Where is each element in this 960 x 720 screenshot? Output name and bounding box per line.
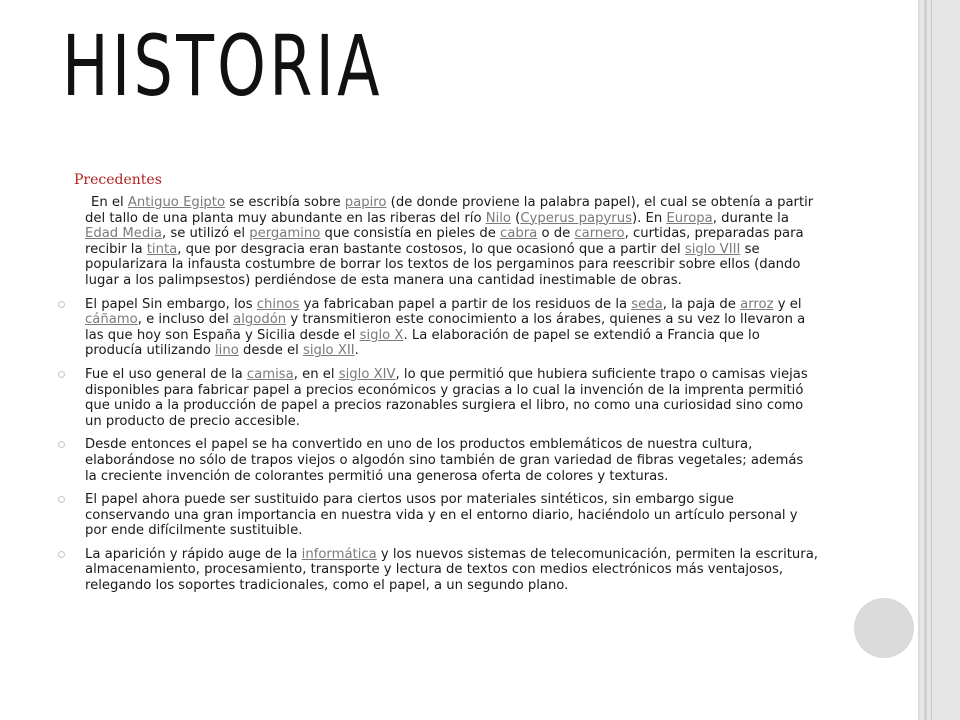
bullet-icon (58, 301, 65, 308)
inline-link[interactable]: informática (301, 546, 377, 562)
inline-link[interactable]: seda (631, 296, 663, 312)
inline-link[interactable]: lino (215, 343, 239, 359)
inline-link[interactable]: Antiguo Egipto (127, 195, 226, 210)
body-text: , en el (293, 366, 339, 382)
body-text: , que por desgracia eran bastante costosos, lo que ocasionó que a partir del (177, 241, 685, 257)
inline-link[interactable]: siglo XII (302, 343, 355, 359)
body-text: , lo que permitió que hubiera suficiente trapo o camisas viejas disponibles para fabricar papel a precios económicos y gracias a lo cual la invención de la imprenta permitió que unido a la producción de papel a precios razonables surgiera el libro, no como una curiosidad sino como un producto de precio accesible. (85, 366, 808, 429)
body-text: y el (773, 296, 802, 312)
bullet-list (54, 297, 818, 594)
side-decoration-line (924, 0, 927, 720)
body-text: . La elaboración de papel se extendió a Francia que lo producía utilizando (85, 327, 760, 359)
bullet-icon (58, 496, 65, 503)
inline-link[interactable]: algodón (233, 312, 287, 328)
inline-link[interactable]: Cyperus papyrus (520, 210, 632, 226)
bullet-icon (58, 371, 65, 378)
body-text: y transmitieron este conocimiento a los árabes, quienes a su vez lo llevaron a las que hoy son España y Sicilia desde el (85, 312, 806, 343)
body-text: desde el (238, 343, 303, 359)
body-text: y los nuevos sistemas de telecomunicación, permiten la escritura, almacenamiento, procesamiento, transporte y lectura de textos con medios electrónicos más ventajosos, relegando los soportes tradicionales, como el papel, a un segundo plano. (85, 546, 818, 594)
list-item (54, 437, 818, 484)
side-frame-line (918, 0, 920, 720)
body-text: En el (91, 195, 128, 210)
body-text: ( (510, 210, 521, 226)
body-text: Fue el uso general de la (85, 366, 247, 382)
bullet-icon (58, 441, 65, 448)
body-text: que consistía en pieles de (320, 226, 501, 242)
slide-title: HISTORIA (62, 17, 383, 115)
list-item (54, 367, 818, 429)
body-text: (de donde proviene la palabra papel), el cual se obtenía a partir del tallo de una planta muy abundante en las riberas del río (85, 195, 814, 226)
body-text: El papel Sin embargo, los (85, 296, 257, 312)
inline-link[interactable]: tinta (146, 241, 178, 257)
body-text: La aparición y rápido auge de la (85, 546, 302, 562)
body-text: , durante la (712, 210, 789, 226)
inline-link[interactable]: camisa (246, 366, 294, 382)
body-text: ). En (631, 210, 667, 226)
body-text: , se utilizó el (161, 226, 250, 242)
body-text: Desde entonces el papel se ha convertido en uno de los productos emblemáticos de nuestra cultura, elaborándose no sólo de trapos viejos o algodón sino también de gran variedad de fibras vegetales; además la creciente invención de colorantes permitió una generosa oferta de colores y texturas. (85, 437, 804, 484)
body-text: se escribía sobre (225, 195, 345, 210)
inline-link[interactable]: siglo VIII (684, 241, 741, 257)
inline-link[interactable]: Nilo (485, 210, 511, 226)
list-item (54, 492, 818, 539)
list-item (54, 297, 818, 359)
slide-body (54, 195, 818, 602)
side-decoration-line (931, 0, 932, 720)
list-item (54, 547, 818, 594)
body-text: . (354, 343, 359, 359)
body-text: El papel ahora puede ser sustituido para ciertos usos por materiales sintéticos, sin embargo sigue conservando una gran importancia en nuestra vida y en el entorno diario, haciéndolo un artículo personal y por ende difícilmente sustituible. (85, 492, 798, 539)
section-subtitle: Precedentes (74, 172, 162, 188)
inline-link[interactable]: cabra (500, 226, 538, 242)
inline-link[interactable]: papiro (344, 195, 387, 210)
inline-link[interactable]: Europa (666, 210, 713, 226)
intro-paragraph (54, 195, 818, 289)
body-text: o de (537, 226, 575, 242)
body-text: , e incluso del (137, 312, 234, 328)
inline-link[interactable]: siglo X (359, 327, 404, 343)
body-text: , la paja de (662, 296, 741, 312)
bullet-icon (58, 551, 65, 558)
inline-link[interactable]: cáñamo (85, 312, 138, 328)
inline-link[interactable]: chinos (256, 296, 300, 312)
inline-link[interactable]: arroz (740, 296, 774, 312)
decorative-circle (854, 598, 914, 658)
inline-link[interactable]: pergamino (249, 226, 321, 242)
body-text: , curtidas, preparadas para recibir la (85, 226, 804, 257)
inline-link[interactable]: carnero (574, 226, 625, 242)
body-text: ya fabricaban papel a partir de los residuos de la (299, 296, 632, 312)
inline-link[interactable]: Edad Media (85, 226, 162, 242)
body-text: se popularizara la infausta costumbre de borrar los textos de los pergaminos para reescribir sobre ellos (dando lugar a los palimpsestos) perdiéndose de esta manera una cantidad inestimable de obras. (85, 241, 801, 288)
inline-link[interactable]: siglo XIV (338, 366, 396, 382)
